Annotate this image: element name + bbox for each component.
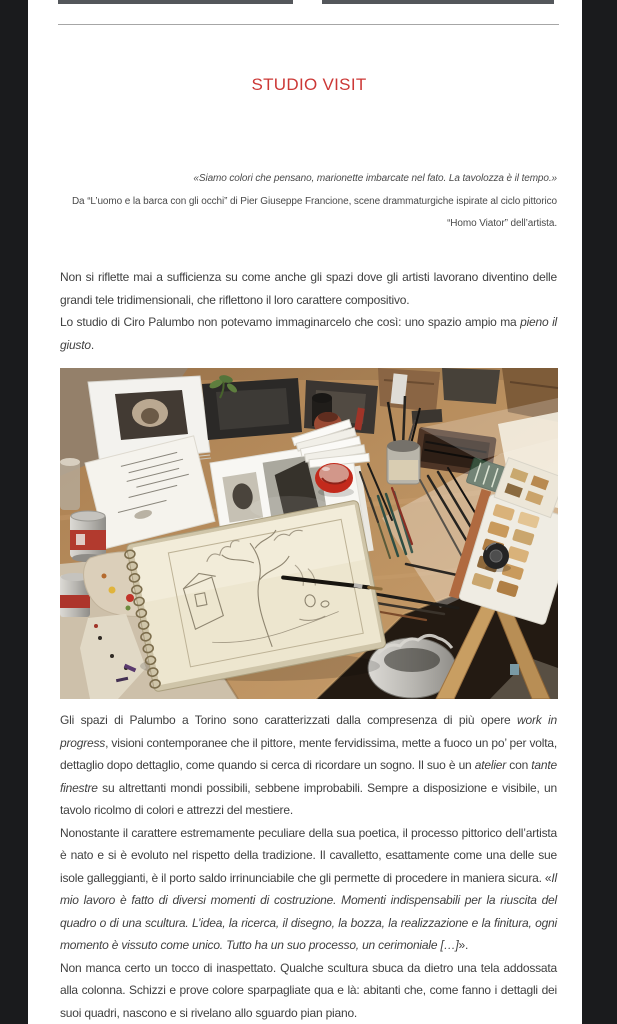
- paragraph: Non manca certo un tocco di inaspettato. Qualche scultura sbuca da dietro una tela addossata alla colonna. Schizzi e prove colore sparpagliate qua e là: abitanti che, come fanno i dettagli dei suoi quadri, nascono e si rivelano allo sguardo pian piano.: [60, 960, 557, 1020]
- framed-print: [115, 390, 188, 440]
- epigraph-text: «Siamo colori che pensano, marionette imbarcate nel fato. La tavolozza è il tempo.»: [193, 173, 557, 184]
- glass-jar: [60, 458, 80, 510]
- epigraph-attribution-line2: “Homo Viator” dell’artista.: [447, 218, 557, 229]
- studio-photo-illustration: [60, 368, 558, 699]
- beer-can: [70, 511, 106, 562]
- intro-paragraphs: [60, 266, 557, 356]
- paragraph: Nonostante il carattere estremamente peculiare della sua poetica, il processo pittorico dell’artista è nato e si è evoluto nel rispetto della tradizione. Il cavalletto, esattamente come una delle sue isole galleggianti, è il porto saldo irrinunciabile che gli permette di procedere in maniera sicura. «Il mio lavoro è fatto di diversi momenti di costruzione. Momenti indispensabili per la riuscita del quadro o di una scultura. L’idea, la ricerca, il disegno, la bozza, la realizzazione e la finitura, ogni momento è vissuto come unico. Tutto ha un suo processo, un cerimoniale […]».: [60, 825, 557, 952]
- epigraph-attribution-line1: Da “L’uomo e la barca con gli occhi” di Pier Giuseppe Francione, scene drammaturgiche ispirate al ciclo pittorico: [71, 195, 557, 207]
- page-title: STUDIO VISIT: [251, 75, 367, 94]
- red-bowl: [315, 463, 354, 497]
- paragraph: Lo studio di Ciro Palumbo non potevamo immaginarcelo che così: uno spazio ampio ma pieno il giusto.: [60, 315, 557, 352]
- top-image-edge-right: [322, 0, 554, 4]
- article-card: [28, 0, 582, 1024]
- section-divider: [58, 24, 559, 25]
- paragraph: Gli spazi di Palumbo a Torino sono caratterizzati dalla compresenza di più opere work in progress, visioni contemporanee che il pittore, mente fervidissima, mette a fuoco un po’ per volta, dettaglio dopo dettaglio, come quando si cerca di ricordare un sogno. Il suo è un atelier con tante finestre su altrettanti mondi possibili, sebbene improbabili. Sempre a disposizione e visibile, un tavolo ricolmo di colori e attrezzi del mestiere.: [60, 713, 557, 817]
- epigraph-block: [60, 168, 557, 236]
- top-image-edge-left: [58, 0, 293, 4]
- article-body: [60, 709, 557, 1024]
- paragraph: Non si riflette mai a sufficienza su come anche gli spazi dove gli artisti lavorano diventino delle grandi tele tridimensionali, che riflettono il loro carattere compositivo.: [60, 270, 557, 307]
- studio-photo: [60, 368, 558, 699]
